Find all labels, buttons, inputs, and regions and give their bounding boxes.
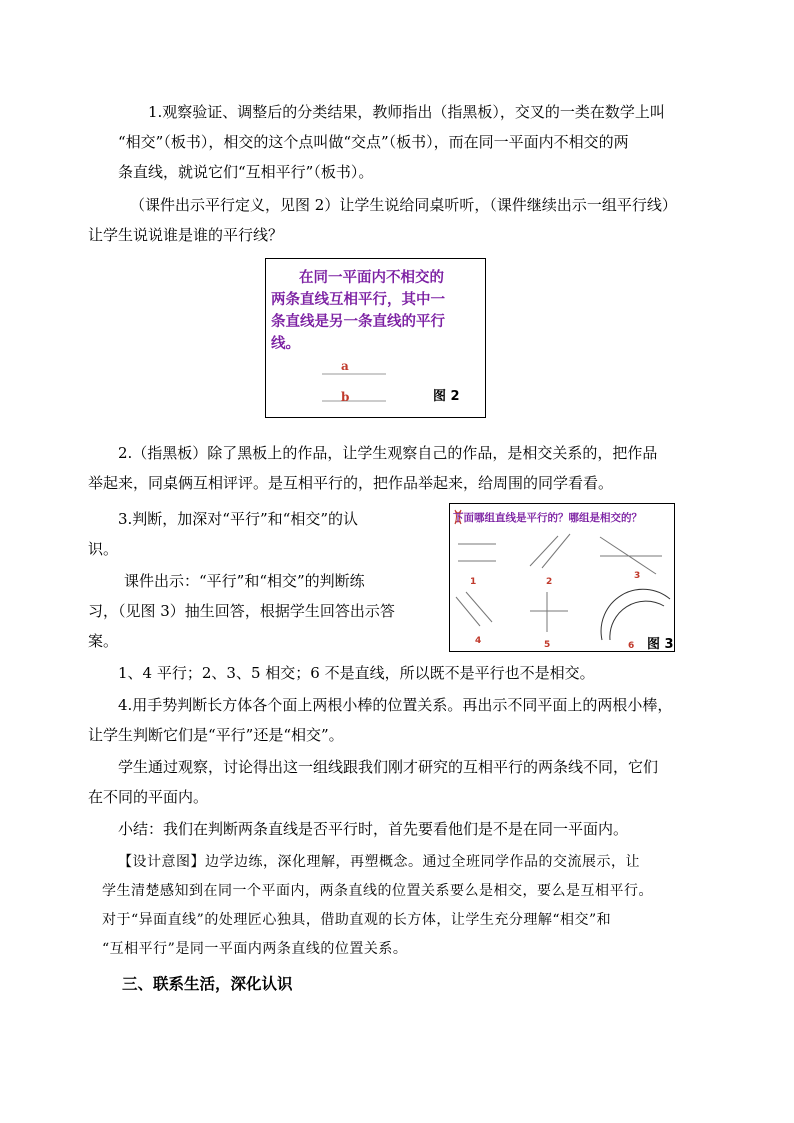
- paragraph-show-works: [88, 438, 708, 498]
- paragraph-judgement: [88, 504, 438, 564]
- label-b: b: [341, 390, 350, 404]
- text-line: 课件出示：“平行”和“相交”的判断练: [124, 572, 365, 590]
- text-line: 学生清楚感知到在同一个平面内，两条直线的位置关系要么是相交，要么是互相平行。: [102, 883, 653, 899]
- paragraph-courseware-definition: [88, 190, 708, 250]
- pair2-line2: [542, 534, 570, 568]
- text-line: 识。: [88, 540, 119, 558]
- text-line: 让学生说说谁是谁的平行线？: [88, 226, 284, 244]
- section-heading: 三、联系生活，深化认识: [122, 975, 293, 993]
- paragraph-gesture: [88, 690, 708, 750]
- pair4-line1: [456, 597, 480, 626]
- pair2-line1: [530, 536, 558, 566]
- text-line: 3.判断，加深对“平行”和“相交”的认: [118, 510, 358, 528]
- text-line: 在不同的平面内。: [88, 788, 209, 806]
- number-3: 3: [634, 571, 641, 581]
- paragraph-observation: [88, 97, 738, 187]
- text-line: 让学生判断它们是“平行”还是“相交”。: [88, 726, 344, 744]
- text-line: 习，（见图 3）抽生回答，根据学生回答出示答: [88, 602, 395, 620]
- label-a: a: [341, 359, 349, 373]
- text-line: （课件出示平行定义，见图 2）让学生说给同桌听听，（课件继续出示一组平行线）: [130, 196, 677, 214]
- parallel-definition-text: 在同一平面内不相交的 两条直线互相平行，其中一 条直线是另一条直线的平行 线。: [271, 270, 445, 352]
- figure-3-judgement-exercise: [449, 503, 675, 652]
- number-6: 6: [628, 641, 635, 651]
- text-line: 1、4 平行；2、3、5 相交；6 不是直线，所以既不是平行也不是相交。: [118, 664, 595, 682]
- number-4: 4: [475, 636, 482, 646]
- text-line: 1.观察验证、调整后的分类结果，教师指出（指黑板），交叉的一类在数学上叫: [148, 103, 665, 121]
- text-line: 条直线，就说它们“互相平行”（板书）。: [118, 163, 374, 181]
- exercise-title: 下面哪组直线是平行的？哪组是相交的？: [453, 512, 642, 524]
- paragraph-summary: [118, 814, 718, 844]
- paragraph-exercise: [88, 566, 438, 656]
- paragraph-discussion: [88, 752, 708, 812]
- figure-caption: 图 2: [433, 389, 460, 404]
- text-line: 举起来，同桌俩互相评评。是互相平行的，把作品举起来，给周围的同学看看。: [88, 474, 614, 492]
- number-5: 5: [544, 640, 551, 650]
- figure-2-parallel-definition: [265, 258, 486, 418]
- pair4-line2: [466, 592, 492, 622]
- figure-caption: 图 3: [647, 637, 674, 652]
- number-1: 1: [470, 577, 477, 587]
- text-line: 2.（指黑板）除了黑板上的作品，让学生观察自己的作品，是相交关系的，把作品: [118, 444, 658, 462]
- paragraph-answers: [118, 658, 718, 688]
- text-line: 【设计意图】边学边练，深化理解，再塑概念。通过全班同学作品的交流展示，让: [118, 854, 640, 870]
- text-line: 对于“异面直线”的处理匠心独具，借助直观的长方体，让学生充分理解“相交”和: [102, 912, 612, 928]
- line-pairs-drawing: [450, 504, 676, 653]
- text-line: 学生通过观察，讨论得出这一组线跟我们刚才研究的互相平行的两条线不同，它们: [118, 758, 659, 776]
- number-2: 2: [546, 577, 553, 587]
- design-intent: [102, 848, 702, 964]
- text-line: “相交”（板书），相交的这个点叫做“交点”（板书），而在同一平面内不相交的两: [118, 133, 629, 151]
- text-line: 小结：我们在判断两条直线是否平行时，首先要看他们是不是在同一平面内。: [118, 820, 629, 838]
- text-line: “互相平行”是同一平面内两条直线的位置关系。: [102, 941, 408, 957]
- text-line: 4.用手势判断长方体各个面上两根小棒的位置关系。再出示不同平面上的两根小棒，: [118, 696, 673, 714]
- text-line: 案。: [88, 632, 119, 650]
